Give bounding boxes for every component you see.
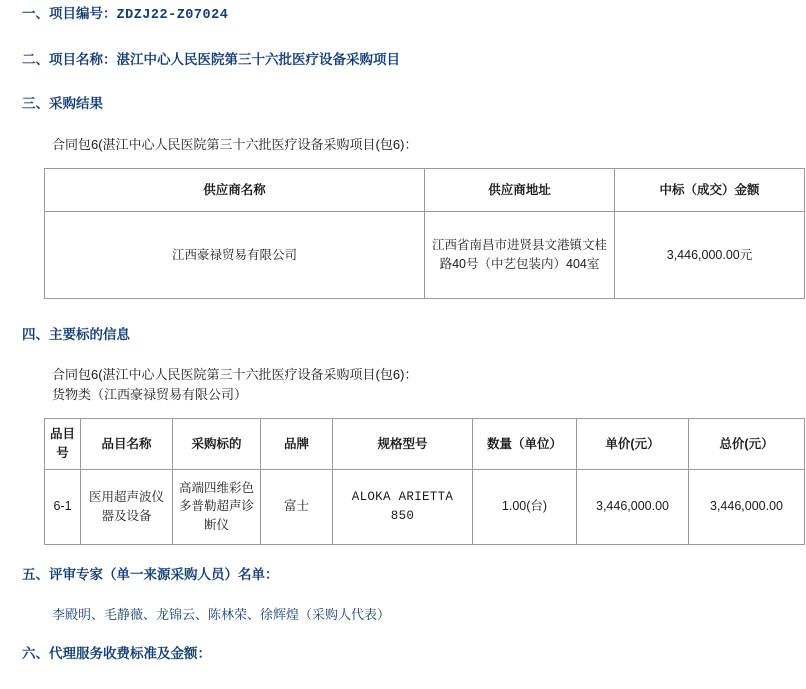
col-quantity: 数量（单位） bbox=[473, 419, 577, 470]
section-project-name-label: 二、项目名称： bbox=[22, 52, 117, 68]
spacer bbox=[22, 545, 784, 567]
section-project-number bbox=[22, 6, 784, 24]
supplier-table bbox=[44, 168, 805, 299]
spacer bbox=[22, 154, 784, 168]
table-row bbox=[45, 212, 805, 299]
section-procurement-result-title: 三、采购结果 bbox=[22, 96, 103, 112]
section-main-subject-title: 四、主要标的信息 bbox=[22, 327, 130, 343]
contract-package-subtitle-1: 合同包6(湛江中心人民医院第三十六批医疗设备采购项目(包6)： bbox=[52, 136, 418, 152]
contract-package-subtitle-2: 合同包6(湛江中心人民医院第三十六批医疗设备采购项目(包6)： bbox=[52, 367, 418, 383]
cell-quantity: 1.00(台) bbox=[473, 469, 577, 544]
cell-spec: ALOKA ARIETTA 850 bbox=[333, 469, 473, 544]
section-project-name bbox=[22, 52, 784, 68]
section-project-name-value: 湛江中心人民医院第三十六批医疗设备采购项目 bbox=[116, 52, 400, 68]
cell-brand: 富士 bbox=[261, 469, 333, 544]
review-experts-names: 李殿明、毛静薇、龙锦云、陈林荣、徐辉煌（采购人代表） bbox=[52, 606, 391, 622]
col-item-no: 品目号 bbox=[45, 419, 81, 470]
cell-total-price: 3,446,000.00 bbox=[689, 469, 805, 544]
cell-supplier-name: 江西豪禄贸易有限公司 bbox=[45, 212, 425, 299]
spacer bbox=[22, 624, 784, 646]
spacer bbox=[22, 299, 784, 327]
section-agency-fee-title: 六、代理服务收费标准及金额： bbox=[22, 646, 211, 662]
subject-table bbox=[44, 418, 805, 545]
spacer bbox=[22, 68, 784, 96]
cell-item-name: 医用超声波仪器及设备 bbox=[81, 469, 173, 544]
section-project-number-label: 一、项目编号： bbox=[22, 6, 117, 21]
col-unit-price: 单价(元） bbox=[577, 419, 689, 470]
col-supplier-address: 供应商地址 bbox=[425, 169, 615, 212]
supplier-table-wrapper bbox=[22, 168, 784, 299]
col-spec: 规格型号 bbox=[333, 419, 473, 470]
table-row bbox=[45, 469, 805, 544]
cell-item-no: 6-1 bbox=[45, 469, 81, 544]
subject-table-wrapper bbox=[22, 418, 784, 545]
col-bid-amount: 中标（成交）金额 bbox=[615, 169, 805, 212]
spacer bbox=[22, 24, 784, 52]
cell-unit-price: 3,446,000.00 bbox=[577, 469, 689, 544]
col-supplier-name: 供应商名称 bbox=[45, 169, 425, 212]
col-subject: 采购标的 bbox=[173, 419, 261, 470]
col-brand: 品牌 bbox=[261, 419, 333, 470]
table-header-row bbox=[45, 419, 805, 470]
spacer bbox=[22, 583, 784, 605]
section-project-number-value: ZDZJ22-Z07024 bbox=[116, 8, 229, 23]
spacer bbox=[22, 404, 784, 418]
cell-bid-amount: 3,446,000.00元 bbox=[615, 212, 805, 299]
spacer bbox=[22, 113, 784, 135]
table-header-row bbox=[45, 169, 805, 212]
goods-category-line: 货物类（江西豪禄贸易有限公司） bbox=[52, 386, 248, 402]
section-review-experts-title: 五、评审专家（单一来源采购人员）名单： bbox=[22, 566, 279, 582]
spacer bbox=[22, 343, 784, 365]
col-item-name: 品目名称 bbox=[81, 419, 173, 470]
cell-supplier-address: 江西省南昌市进贤县文港镇文桂路40号（中艺包装内）404室 bbox=[425, 212, 615, 299]
cell-subject: 高端四维彩色多普勒超声诊断仪 bbox=[173, 469, 261, 544]
col-total-price: 总价(元） bbox=[689, 419, 805, 470]
